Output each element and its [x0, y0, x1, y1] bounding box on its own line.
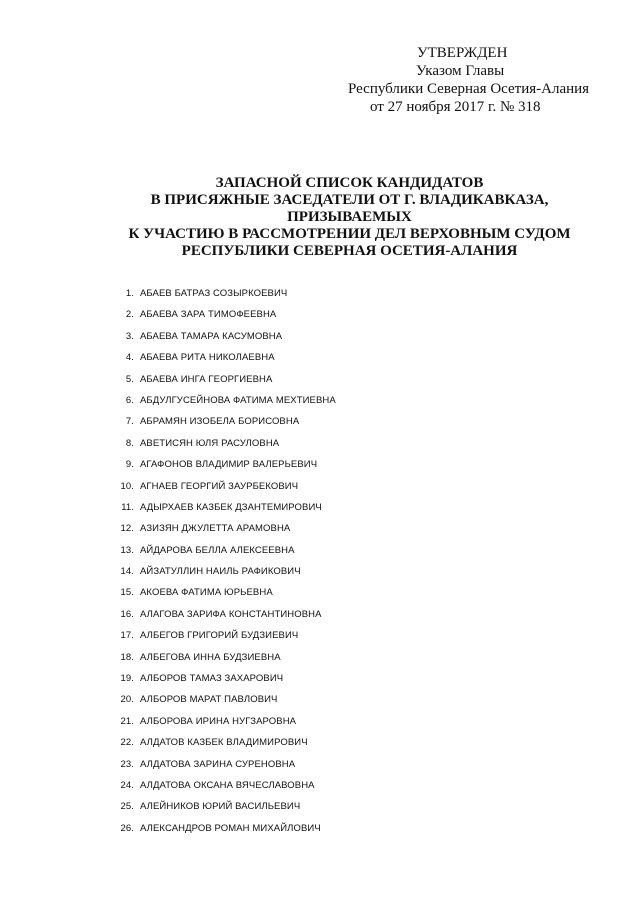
list-item-name: АЛБОРОВ МАРАТ ПАВЛОВИЧ	[140, 694, 278, 706]
list-item-number: 2.	[125, 309, 134, 321]
approval-date-number: от 27 ноября 2017 г. № 318	[370, 99, 541, 115]
list-item-number: 5.	[125, 373, 134, 385]
list-item-name: АЙЗАТУЛЛИН НАИЛЬ РАФИКОВИЧ	[140, 566, 301, 578]
approval-block	[300, 44, 638, 116]
list-item-number: 7.	[125, 416, 134, 428]
list-item-name: АВЕТИСЯН ЮЛЯ РАСУЛОВНА	[140, 437, 280, 449]
list-item-name: АДЫРХАЕВ КАЗБЕК ДЗАНТЕМИРОВИЧ	[140, 501, 322, 513]
list-item-name: АЛДАТОВА ЗАРИНА СУРЕНОВНА	[140, 758, 296, 770]
list-item-number: 12.	[120, 523, 134, 535]
list-item-number: 21.	[120, 715, 134, 727]
list-item-name: АБАЕВА ЗАРА ТИМОФЕЕВНА	[140, 309, 277, 321]
list-item-name: АЛБЕГОВА ИННА БУДЗИЕВНА	[140, 651, 281, 663]
list-item	[112, 818, 336, 839]
list-item-number: 15.	[120, 587, 134, 599]
list-item-number: 22.	[120, 737, 134, 749]
list-item-number: 18.	[120, 651, 134, 663]
list-item	[112, 390, 336, 411]
list-item	[112, 796, 336, 817]
list-item-name: АЛАГОВА ЗАРИФА КОНСТАНТИНОВНА	[140, 608, 322, 620]
list-item-number: 3.	[125, 330, 134, 342]
list-item	[112, 561, 336, 582]
list-item	[112, 454, 336, 475]
approval-authority: Указом Главы	[416, 63, 505, 79]
list-item-number: 4.	[125, 352, 134, 364]
title-line-4: К УЧАСТИЮ В РАССМОТРЕНИИ ДЕЛ ВЕРХОВНЫМ СУДОМ	[128, 226, 571, 242]
list-item	[112, 476, 336, 497]
list-item-name: АЗИЗЯН ДЖУЛЕТТА АРАМОВНА	[140, 523, 291, 535]
list-item-number: 26.	[120, 822, 134, 834]
list-item-name: АБАЕВА РИТА НИКОЛАЕВНА	[140, 352, 275, 364]
list-item-number: 17.	[120, 630, 134, 642]
list-item	[112, 732, 336, 753]
list-item	[112, 668, 336, 689]
title-line-2: В ПРИСЯЖНЫЕ ЗАСЕДАТЕЛИ ОТ Г. ВЛАДИКАВКАЗА,	[150, 192, 549, 208]
list-item	[112, 604, 336, 625]
list-item-number: 9.	[125, 459, 134, 471]
list-item-number: 13.	[120, 544, 134, 556]
document-title	[0, 175, 639, 260]
list-item-name: АЙДАРОВА БЕЛЛА АЛЕКСЕЕВНА	[140, 544, 295, 556]
list-item-name: АГНАЕВ ГЕОРГИЙ ЗАУРБЕКОВИЧ	[140, 480, 299, 492]
list-item	[112, 582, 336, 603]
list-item-name: АБАЕВА ТАМАРА КАСУМОВНА	[140, 330, 283, 342]
list-item	[112, 347, 336, 368]
list-item-name: АБДУЛГУСЕЙНОВА ФАТИМА МЕХТИЕВНА	[140, 394, 336, 406]
list-item	[112, 497, 336, 518]
list-item	[112, 283, 336, 304]
list-item	[112, 326, 336, 347]
list-item-name: АЛБОРОВ ТАМАЗ ЗАХАРОВИЧ	[140, 673, 284, 685]
list-item	[112, 369, 336, 390]
approval-republic: Республики Северная Осетия-Алания	[348, 81, 590, 97]
list-item	[112, 754, 336, 775]
list-item	[112, 433, 336, 454]
list-item-number: 24.	[120, 779, 134, 791]
list-item-name: АГАФОНОВ ВЛАДИМИР ВАЛЕРЬЕВИЧ	[140, 459, 318, 471]
list-item-number: 23.	[120, 758, 134, 770]
list-item-number: 16.	[120, 608, 134, 620]
list-item	[112, 625, 336, 646]
list-item	[112, 304, 336, 325]
list-item	[112, 647, 336, 668]
list-item-name: АЛДАТОВ КАЗБЕК ВЛАДИМИРОВИЧ	[140, 737, 308, 749]
list-item-name: АЛБОРОВА ИРИНА НУГЗАРОВНА	[140, 715, 297, 727]
approval-status: УТВЕРЖДЕН	[417, 45, 508, 61]
list-item	[112, 711, 336, 732]
list-item-name: АЛЕЙНИКОВ ЮРИЙ ВАСИЛЬЕВИЧ	[140, 801, 301, 813]
list-item-number: 14.	[120, 566, 134, 578]
list-item	[112, 775, 336, 796]
list-item-name: АЛБЕГОВ ГРИГОРИЙ БУДЗИЕВИЧ	[140, 630, 299, 642]
list-item	[112, 689, 336, 710]
list-item-number: 25.	[120, 801, 134, 813]
list-item-number: 20.	[120, 694, 134, 706]
list-item-name: АБАЕВА ИНГА ГЕОРГИЕВНА	[140, 373, 273, 385]
title-line-3: ПРИЗЫВАЕМЫХ	[287, 209, 412, 225]
list-item-name: АБАЕВ БАТРАЗ СОЗЫРКОЕВИЧ	[140, 288, 288, 299]
list-item-name: АБРАМЯН ИЗОБЕЛА БОРИСОВНА	[140, 416, 300, 428]
list-item-number: 11.	[121, 501, 134, 513]
list-item-number: 8.	[125, 437, 134, 449]
list-item-number: 19.	[120, 673, 134, 685]
list-item	[112, 540, 336, 561]
title-line-5: РЕСПУБЛИКИ СЕВЕРНАЯ ОСЕТИЯ-АЛАНИЯ	[181, 243, 518, 259]
list-item	[112, 518, 336, 539]
candidate-list	[112, 283, 336, 839]
list-item-name: АЛЕКСАНДРОВ РОМАН МИХАЙЛОВИЧ	[140, 822, 321, 834]
list-item-number: 6.	[125, 394, 134, 406]
list-item-name: АЛДАТОВА ОКСАНА ВЯЧЕСЛАВОВНА	[140, 779, 315, 791]
title-line-1: ЗАПАСНОЙ СПИСОК КАНДИДАТОВ	[215, 175, 484, 191]
list-item-number: 1.	[125, 288, 134, 299]
list-item-name: АКОЕВА ФАТИМА ЮРЬЕВНА	[140, 587, 273, 599]
list-item	[112, 411, 336, 432]
list-item-number: 10.	[120, 480, 134, 492]
